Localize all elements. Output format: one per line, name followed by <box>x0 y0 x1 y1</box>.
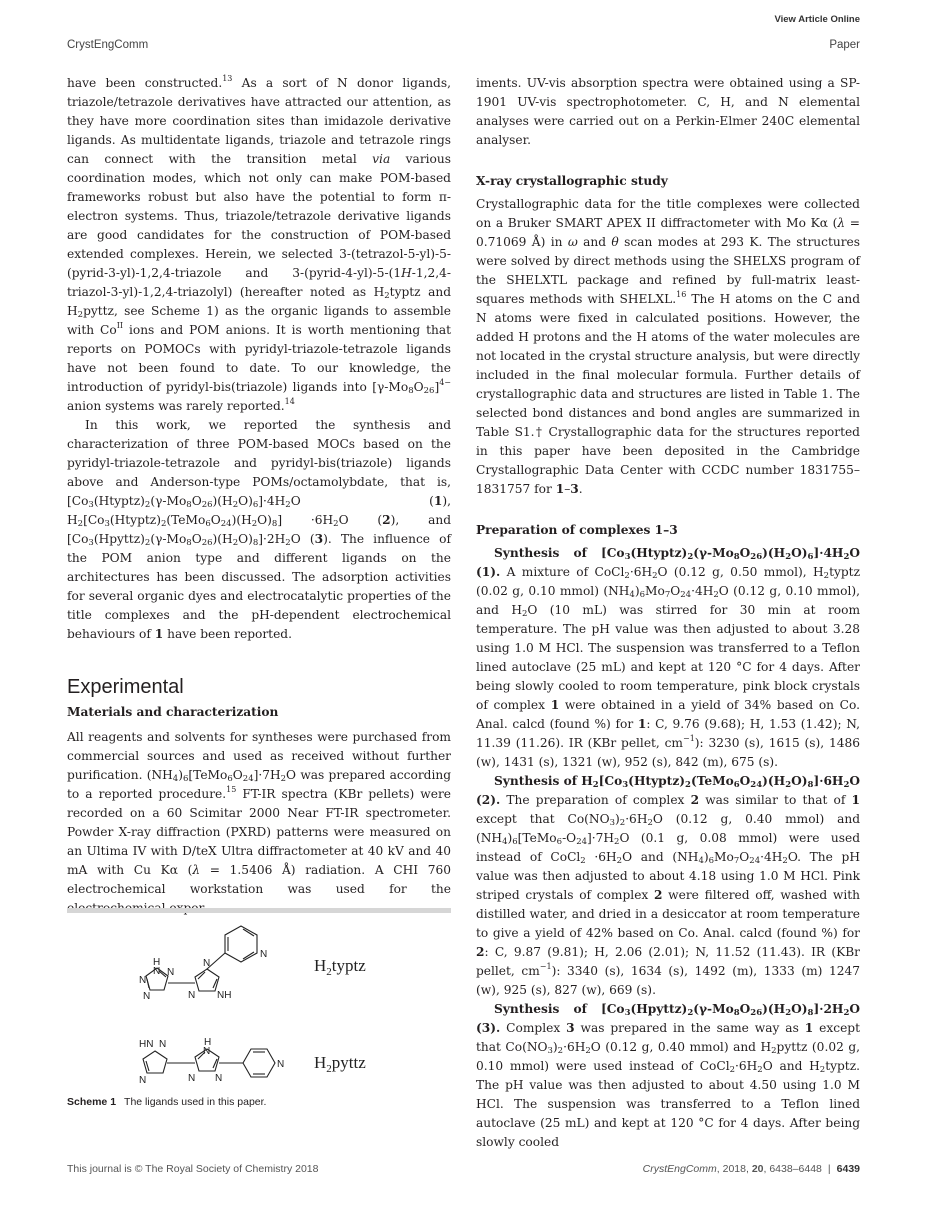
atom-label: N <box>203 1046 211 1057</box>
intro-paragraph-2: In this work, we reported the synthesis and characterization of three POM-based MOCs based on the pyridyl-triazole-tetrazole and pyridyl-bis(triazole) ligands above and Anderson-type POMs/octamolybdate, that is, $[Co_3(Htyptz)_2(\gamma-Mo_8O_{26})(H_2O)_6]\cdot 4H_2O$ (1), $H_2[Co_3(Htyptz)_2(TeMo_6O_{24})(H_2O)_8] \cdot 6H_2O$ (2), and $[Co_3(Hpyttz)_2(\gamma-Mo_8O_{26})(H_2O)_8]\cdot 2H_2O$ (3). The influence of the POM anion type and different ligands on the architectures has been discussed. The adsorption activities for several organic dyes and electrocatalytic properties of the title complexes and the pH-dependent electrochemical behaviours of 1 have been reported. <box>67 418 452 641</box>
subsection-heading-materials: Materials and characterization <box>67 705 279 719</box>
ligand-label-h2pyttz: $H_2pyttz$ <box>314 1053 366 1075</box>
atom-label: H <box>153 957 161 968</box>
synthesis-1-paragraph: Synthesis of $[Co_3(Htyptz)_2(\gamma-Mo_8O_{26})(H_2O)_6]\cdot 4H_2O$ (1). A mixture of $CoCl_2\cdot 6H_2O$ (0.12 g, 0.50 mmol), $H_2typtz$ (0.02 g, 0.10 mmol) $(NH_4)_6Mo_7O_{24}\cdot 4H_2O$ (0.12 g, 0.10 mmol), and $H_2O$ (10 mL) was stirred for 30 min at room temperature. The pH value was then adjusted to about 3.28 using 1.0 M HCl. The suspension was transferred to a Teflon lined autoclave (25 mL) and kept at 120 °C for 4 days. After being slowly cooled to room temperature, pink block crystals of complex 1 were obtained in a yield of 34% based on Co. Anal. calcd (found %) for 1: C, 9.76 (9.68); H, 1.53 (1.42); N, 11.39 (11.26). IR (KBr pellet, $cm^{-1}$): 3230 (s), 1615 (s), 1486 (w), 1431 (s), 1321 (w), 952 (s), 842 (m), 675 (s). <box>476 546 861 769</box>
scheme-1-figure <box>67 908 451 1108</box>
synthesis-3-paragraph: Synthesis of $[Co_3(Hpyttz)_2(\gamma-Mo_8O_{26})(H_2O)_8]\cdot 2H_2O$ (3). Complex 3 was prepared in the same way as 1 except that $Co(NO_3)_2\cdot 6H_2O$ (0.12 g, 0.40 mmol) and $H_2pyttz$ (0.02 g, 0.10 mmol) were used instead of $CoCl_2\cdot 6H_2O$ and $H_2typtz$. The pH value was then adjusted to about 4.50 using 1.0 M HCl. The suspension was transferred to a Teflon lined autoclave (25 mL) and kept at 120 °C for 4 days. After being slowly cooled <box>476 1002 860 1149</box>
atom-label: NH <box>217 990 232 1001</box>
atom-label: N <box>139 975 147 986</box>
atom-label: N <box>139 1075 147 1086</box>
atom-label: N <box>153 966 161 977</box>
running-header-journal: CrystEngComm <box>67 39 149 51</box>
synthesis-2-paragraph: Synthesis of $H_2[Co_3(Htyptz)_2(TeMo_6O_{24})(H_2O)_8]\cdot 6H_2O$ (2). The preparation of complex 2 was similar to that of 1 except that $Co(NO_3)_2\cdot 6H_2O$ (0.12 g, 0.40 mmol) and $(NH_4)_6[TeMo_6-O_{24}]\cdot 7H_2O$ (0.1 g, 0.08 mmol) were used instead of CoCl$_2$ $\cdot 6H_2O$ and $(NH_4)_6Mo_7O_{24}\cdot 4H_2O$. The pH value was then adjusted to about 4.18 using 1.0 M HCl. Pink striped crystals of complex 2 were filtered off, washed with distilled water, and dried in a desiccator at room temperature to give a yield of 42% based on Co. Anal. calcd (found %) for 2: C, 9.87 (9.81); H, 2.06 (2.01); N, 11.52 (11.43). IR (KBr pellet, $cm^{-1}$): 3340 (s), 1634 (s), 1492 (m), 1333 (m) 1247 (w), 925 (s), 827 (w), 669 (s). <box>476 774 860 997</box>
atom-label: HN <box>139 1039 154 1050</box>
atom-label: N <box>188 990 196 1001</box>
pyridine-ring-1 <box>225 926 257 962</box>
atom-label: N <box>188 1073 196 1084</box>
view-article-online-link[interactable]: View Article Online <box>774 14 860 25</box>
right-column <box>476 74 860 1152</box>
running-header-section: Paper <box>829 39 860 51</box>
left-column <box>67 74 451 918</box>
pyridine-ring-2 <box>243 1049 275 1077</box>
atom-label: N <box>277 1059 285 1070</box>
footer-copyright: This journal is © The Royal Society of Chemistry 2018 <box>67 1163 319 1175</box>
footer-citation: CrystEngComm, 2018, 20, 6438–6448 | 6439 <box>642 1163 860 1175</box>
atom-label: N <box>159 1039 167 1050</box>
triazole-ring-1 <box>195 969 219 991</box>
xray-paragraph: Crystallographic data for the title complexes were collected on a Bruker SMART APEX II diffractometer with Mo Kα (λ = 0.71069 Å) in ω and θ scan modes at 293 K. The structures were solved by direct methods using the SHELXS program of the SHELXTL package and refined by full-matrix least-squares methods with SHELXL.$^{16}$ The H atoms on the C and N atoms were fixed in calculated positions. However, the added H protons and the H atoms of the water molecules are not located in the crystal structure analysis, but were directly included in the final molecular formula. Further details of crystallographic data and structures are listed in Table 1. The selected bond distances and bond angles are summarized in Table S1.† Crystallographic data for the structures reported in this paper have been deposited in the Cambridge Crystallographic Data Center with CCDC number 1831755–1831757 for 1–3. <box>476 197 861 496</box>
ligand-label-h2typtz: $H_2typtz$ <box>314 956 366 978</box>
subsection-heading-xray: X-ray crystallographic study <box>476 174 668 188</box>
section-heading-experimental: Experimental <box>67 676 184 698</box>
intro-paragraph-1: have been constructed.$^{13}$ As a sort of N donor ligands, triazole/tetrazole derivatives have attracted our attention, as they have more coordination sites than imidazole derivative ligands. As multidentate ligands, triazole and tetrazole rings can connect with the transition metal via various coordination modes, which not only can make POM-based frameworks robust but also have the potential to form π-electron systems. Thus, triazole/tetrazole derivative ligands are good candidates for the construction of POM-based extended complexes. Herein, we selected 3-(tetrazol-5-yl)-5-(pyrid-3-yl)-1,2,4-triazole and 3-(pyrid-4-yl)-5-(1H-1,2,4-triazol-3-yl)-1,2,4-triazolyl) (hereafter noted as $H_2typtz$ and $H_2pyttz$, see Scheme 1) as the organic ligands to assemble with $Co^{II}$ ions and POM anions. It is worth mentioning that reports on POMOCs with pyridyl-triazole-tetrazole ligands have not been found to date. To our knowledge, the introduction of pyridyl-bis(triazole) ligands into $[\gamma-Mo_8O_{26}]^{4-}$ anion systems was rarely reported.$^{14}$ <box>67 74 451 413</box>
atom-label: N <box>143 991 151 1002</box>
materials-paragraph: All reagents and solvents for syntheses were purchased from commercial sources and used as received without further purification. $(NH_4)_6[TeMo_6O_{24}]\cdot 7H_2O$ was prepared according to a reported procedure.$^{15}$ FT-IR spectra (KBr pellets) were recorded on a 60 Scimitar 2000 Near FT-IR spectrometer. Powder X-ray diffraction (PXRD) patterns were measured on an Ultima IV with D/teX Ultra diffractometer at 40 kV and 40 mA with Cu Kα (λ = 1.5406 Å) radiation. A CHI 760 electrochemical workstation was used for the <box>67 730 451 896</box>
ligand-structures-drawing <box>67 913 451 1098</box>
atom-label: N <box>215 1073 223 1084</box>
methods-paragraph-continued: iments. UV-vis absorption spectra were obtained using a SP-1901 UV-vis spectrophotometer. C, H, and N elemental analyses were carried out on a Perkin-Elmer 240C elemental analyser. <box>476 76 860 147</box>
scheme-1-caption: Scheme 1 The ligands used in this paper. <box>67 1096 267 1108</box>
page-number: 6439 <box>836 1163 860 1175</box>
atom-label: H <box>204 1037 212 1048</box>
atom-label: N <box>167 967 175 978</box>
subsection-heading-preparation: Preparation of complexes 1–3 <box>476 523 678 537</box>
atom-label: N <box>260 949 268 960</box>
atom-label: N <box>203 958 211 969</box>
